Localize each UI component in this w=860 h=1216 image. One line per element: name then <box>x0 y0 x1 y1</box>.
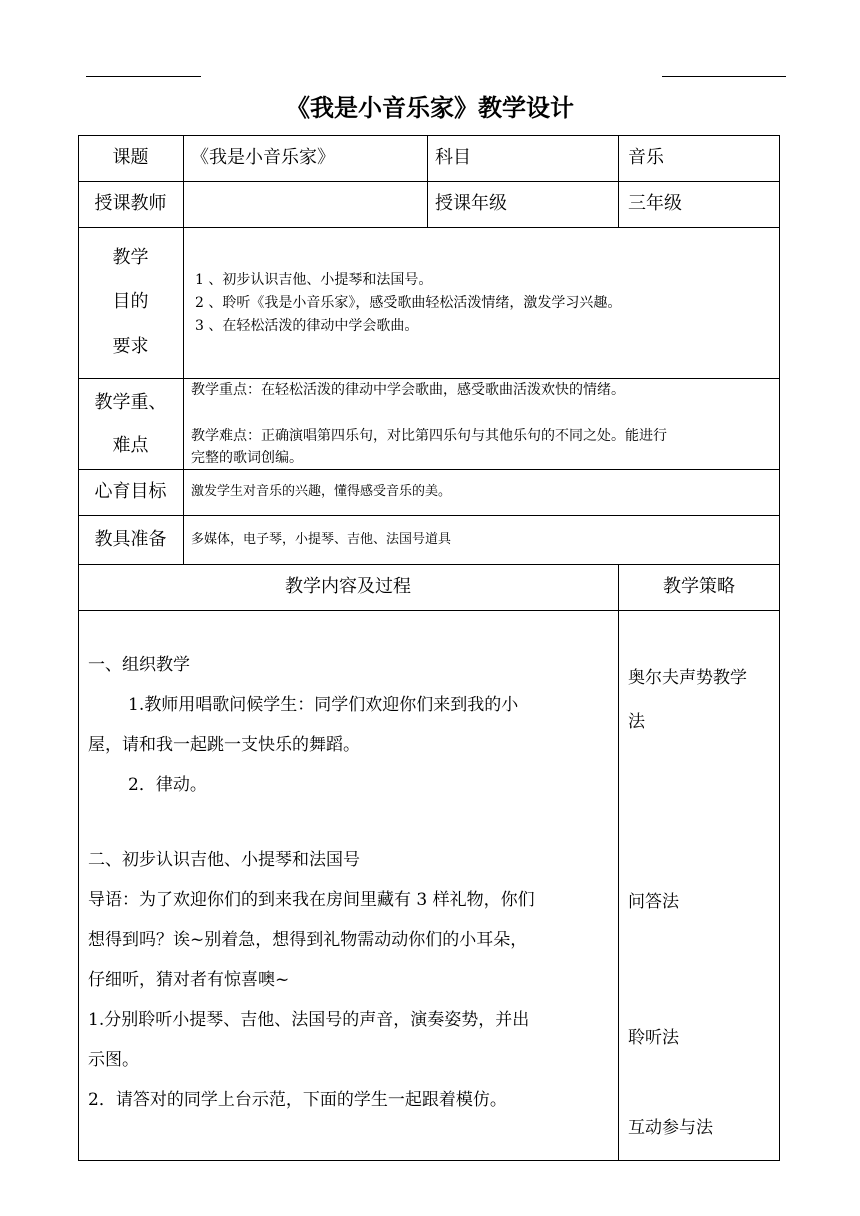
section-1-paragraph: 1.教师用唱歌问候学生：同学们欢迎你们来到我的小 <box>128 695 519 715</box>
goal-item: 2 、聆听《我是小音乐家》，感受歌曲轻松活泼情绪，激发学习兴趣。 <box>195 295 622 311</box>
header-rule-left <box>86 76 201 77</box>
section-2-intro-cont: 想得到吗？诶~别着急，想得到礼物需动动你们的小耳朵， <box>88 930 528 950</box>
teaching-focus: 教学重点：在轻松活泼的律动中学会歌曲，感受歌曲活泼欢快的情绪。 <box>191 382 625 398</box>
subject-value: 音乐 <box>628 147 664 168</box>
column-divider <box>427 135 428 228</box>
process-header: 教学内容及过程 <box>285 576 411 597</box>
grade-value: 三年级 <box>628 193 682 214</box>
subject-label: 科目 <box>435 147 471 168</box>
mental-goal-label: 心育目标 <box>94 481 167 502</box>
topic-value: 《我是小音乐家》 <box>191 147 335 168</box>
section-2-item-cont: 示图。 <box>88 1050 139 1070</box>
goals-label-line: 目的 <box>112 291 149 312</box>
strategy-question-answer: 问答法 <box>628 892 679 912</box>
topic-label: 课题 <box>112 147 149 168</box>
strategy-orff-cont: 法 <box>628 712 645 732</box>
strategy-orff: 奥尔夫声势教学 <box>628 668 747 688</box>
strategy-interactive: 互动参与法 <box>628 1118 713 1138</box>
section-2-intro: 导语：为了欢迎你们的到来我在房间里藏有 3 样礼物，你们 <box>88 890 535 910</box>
teaching-difficulty-cont: 完整的歌词创编。 <box>191 450 303 466</box>
section-1-item: 2．律动。 <box>128 775 207 795</box>
goal-item: 3 、在轻松活泼的律动中学会歌曲。 <box>195 318 419 334</box>
section-1-paragraph-cont: 屋，请和我一起跳一支快乐的舞蹈。 <box>88 735 360 755</box>
column-divider <box>618 564 619 1161</box>
section-1-title: 一、组织教学 <box>88 655 190 675</box>
grade-label: 授课年级 <box>435 193 507 214</box>
strategy-listening: 聆听法 <box>628 1028 679 1048</box>
section-2-title: 二、初步认识吉他、小提琴和法国号 <box>88 850 360 870</box>
mental-goal-value: 激发学生对音乐的兴趣，懂得感受音乐的美。 <box>191 484 452 499</box>
section-2-item: 1.分别聆听小提琴、吉他、法国号的声音，演奏姿势，并出 <box>88 1010 530 1030</box>
keypoints-label-line: 教学重、 <box>94 392 167 413</box>
teaching-difficulty: 教学难点：正确演唱第四乐句，对比第四乐句与其他乐句的不同之处。能进行 <box>191 428 667 444</box>
keypoints-label-line: 难点 <box>112 435 149 456</box>
row-divider <box>78 610 780 611</box>
tools-label: 教具准备 <box>94 529 167 550</box>
column-divider <box>183 135 184 565</box>
column-divider <box>618 135 619 228</box>
document-title: 《我是小音乐家》教学设计 <box>286 94 574 122</box>
teacher-label: 授课教师 <box>94 193 167 214</box>
strategy-header: 教学策略 <box>663 576 735 597</box>
section-2-item: 2．请答对的同学上台示范，下面的学生一起跟着模仿。 <box>88 1090 507 1110</box>
tools-value: 多媒体，电子琴，小提琴、吉他、法国号道具 <box>191 532 452 547</box>
goals-label-line: 教学 <box>112 247 149 268</box>
header-rule-right <box>662 76 786 77</box>
goal-item: 1 、初步认识吉他、小提琴和法国号。 <box>195 272 433 288</box>
section-2-intro-cont: 仔细听，猜对者有惊喜噢~ <box>88 970 290 990</box>
goals-label-line: 要求 <box>112 336 149 357</box>
